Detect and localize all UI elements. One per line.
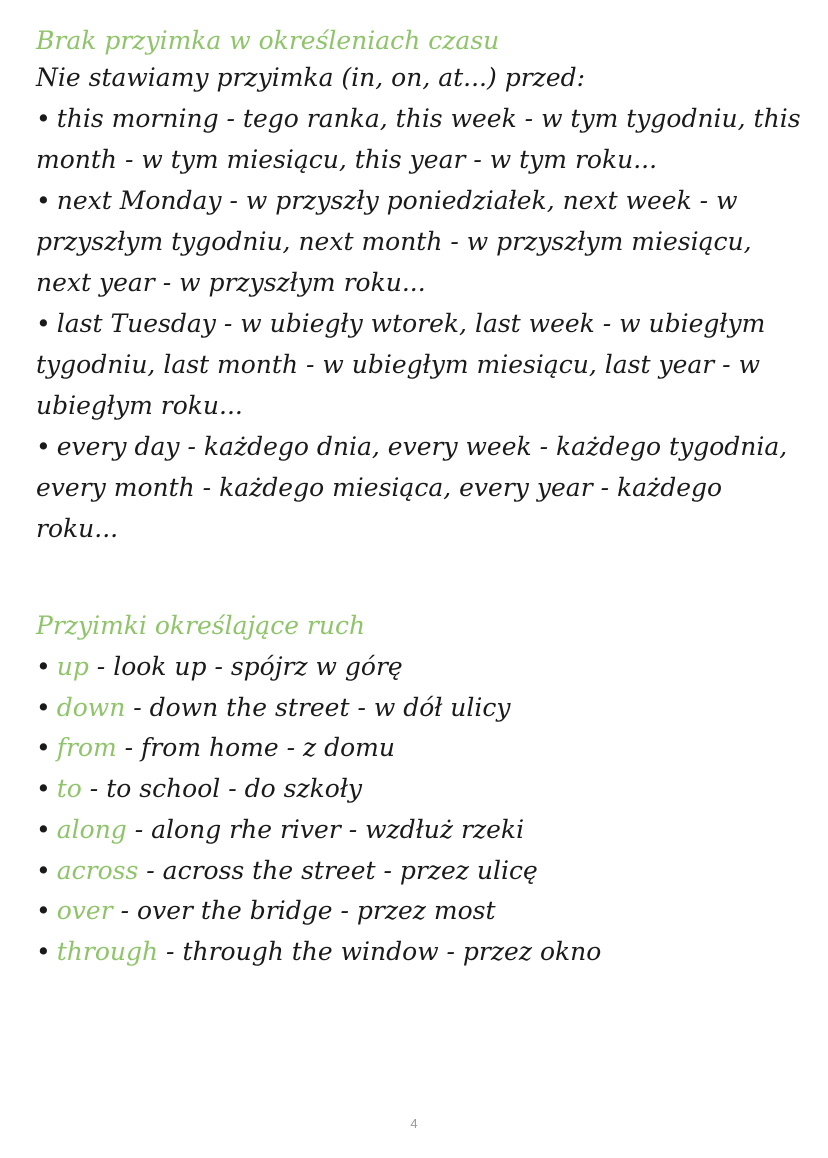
page-number: 4 bbox=[410, 1116, 418, 1131]
preposition-keyword: up bbox=[56, 652, 89, 681]
bullet-dot: • bbox=[36, 186, 51, 215]
preposition-keyword: through bbox=[56, 936, 159, 966]
list-item: • over - over the bridge - przez most bbox=[36, 896, 496, 926]
list-item: • to - to school - do szkoły bbox=[36, 774, 363, 804]
page-content bbox=[36, 24, 806, 973]
preposition-keyword: over bbox=[56, 896, 113, 926]
preposition-keyword: down bbox=[56, 692, 126, 722]
list-item: • through - through the window - przez okno bbox=[36, 936, 602, 966]
list-item: • along - along rhe river - wzdłuż rzeki bbox=[36, 814, 525, 844]
list-item: • from - from home - z domu bbox=[36, 733, 395, 763]
time-bullet: • this morning - tego ranka, this week - w tym tygodniu, this month - w tym miesiącu, this year - w tym roku... bbox=[36, 104, 801, 174]
list-item: • up - look up - spójrz w górę bbox=[36, 652, 403, 681]
time-bullet: • every day - każdego dnia, every week - każdego tygodnia, every month - każdego miesiąca, every year - każdego roku... bbox=[36, 432, 788, 543]
preposition-keyword: from bbox=[56, 733, 117, 763]
motion-list bbox=[36, 647, 806, 973]
bullet-dot: • bbox=[36, 432, 51, 461]
section-heading: Brak przyimka w określeniach czasu bbox=[36, 26, 500, 55]
preposition-keyword: along bbox=[56, 814, 127, 844]
preposition-keyword: to bbox=[56, 774, 82, 804]
time-bullet: • next Monday - w przyszły poniedziałek, next week - w przyszłym tygodniu, next month - w przyszłym miesiącu, next year - w przyszłym roku... bbox=[36, 186, 752, 297]
section-heading: Przyimki określające ruch bbox=[36, 611, 366, 640]
list-item: • down - down the street - w dół ulicy bbox=[36, 692, 511, 722]
intro-text: Nie stawiamy przyimka (in, on, at...) przed: bbox=[36, 63, 586, 92]
list-item: • across - across the street - przez ulicę bbox=[36, 855, 538, 885]
preposition-keyword: across bbox=[56, 855, 139, 885]
section-no-preposition bbox=[36, 24, 806, 549]
time-bullet: • last Tuesday - w ubiegły wtorek, last week - w ubiegłym tygodniu, last month - w ubiegłym miesiącu, last year - w ubiegłym roku... bbox=[36, 309, 766, 420]
bullet-dot: • bbox=[36, 104, 51, 133]
section-motion-prepositions bbox=[36, 609, 806, 973]
bullet-dot: • bbox=[36, 309, 51, 338]
